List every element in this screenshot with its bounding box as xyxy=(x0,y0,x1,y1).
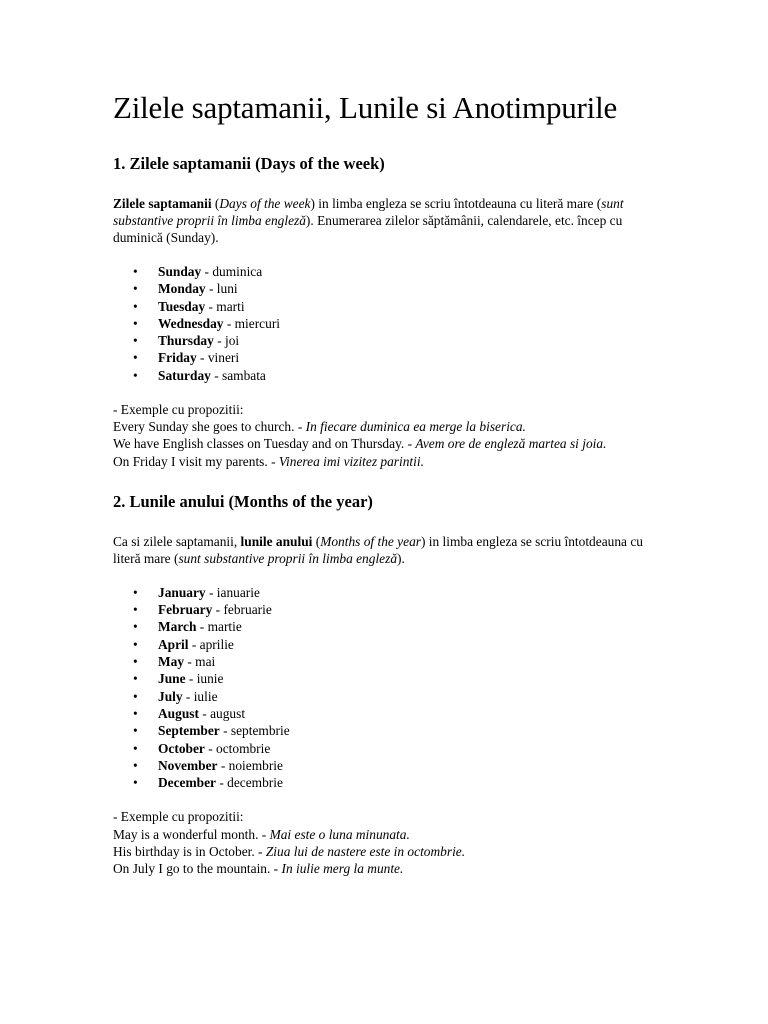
bullet-icon: • xyxy=(133,654,138,670)
example-sentence xyxy=(113,860,653,877)
intro-bold-term: Zilele saptamanii xyxy=(113,196,212,211)
item-romanian: - marti xyxy=(205,298,245,314)
item-english: September xyxy=(158,723,220,739)
months-list xyxy=(113,584,653,792)
intro-text: ( xyxy=(211,196,220,211)
section-heading-days: 1. Zilele saptamanii (Days of the week) xyxy=(113,154,385,173)
item-english: Tuesday xyxy=(158,298,206,314)
bullet-icon: • xyxy=(133,298,138,314)
days-list xyxy=(113,263,653,384)
intro-text: ) in limba engleza se scriu întotdeauna cu literă mare ( xyxy=(113,533,643,566)
item-romanian: - iulie xyxy=(182,688,218,704)
document-page xyxy=(113,90,653,899)
example-english: Every Sunday she goes to church. - xyxy=(113,419,306,435)
bullet-icon: • xyxy=(133,688,138,704)
bullet-icon: • xyxy=(133,619,138,635)
item-romanian: - duminica xyxy=(201,264,263,279)
item-english: March xyxy=(158,619,197,635)
intro-text: ). Enumerarea zilelor săptămânii, calendarele, etc. încep cu duminică (Sunday). xyxy=(113,213,623,245)
intro-text: ) in limba engleza se scriu întotdeauna cu literă mare ( xyxy=(310,196,602,211)
bullet-icon: • xyxy=(133,705,138,721)
item-romanian: - sambata xyxy=(210,367,266,383)
item-english: January xyxy=(158,584,206,600)
bullet-icon: • xyxy=(133,671,138,687)
example-sentence xyxy=(113,843,653,860)
list-item xyxy=(113,349,653,366)
intro-text: ). xyxy=(397,550,405,566)
list-item xyxy=(113,298,653,315)
list-item xyxy=(113,653,653,670)
section-heading-months: 2. Lunile anului (Months of the year) xyxy=(113,491,373,511)
list-item xyxy=(113,618,653,635)
bullet-icon: • xyxy=(133,775,138,791)
item-romanian: - septembrie xyxy=(219,723,290,739)
item-romanian: - luni xyxy=(205,281,238,297)
list-item xyxy=(113,367,653,384)
example-english: On Friday I visit my parents. - xyxy=(113,453,279,469)
example-english: We have English classes on Tuesday and on Thursday. - xyxy=(113,436,416,452)
item-english: Sunday xyxy=(158,264,202,279)
example-romanian: Mai este o luna minunata. xyxy=(269,826,410,842)
item-english: November xyxy=(158,757,218,773)
item-romanian: - joi xyxy=(213,333,240,349)
item-english: Monday xyxy=(158,281,206,297)
example-english: His birthday is in October. - xyxy=(113,843,266,859)
item-romanian: - decembrie xyxy=(216,775,283,791)
list-item xyxy=(113,688,653,705)
intro-italic-note: sunt substantive proprii în limba engleză xyxy=(178,550,398,566)
intro-italic-en: Months of the year xyxy=(320,533,421,549)
list-item xyxy=(113,705,653,722)
list-item xyxy=(113,636,653,653)
bullet-icon: • xyxy=(133,315,138,331)
item-romanian: - miercuri xyxy=(223,315,280,331)
example-romanian: In fiecare duminica ea merge la biserica. xyxy=(305,419,526,435)
item-romanian: - mai xyxy=(184,654,216,670)
list-item xyxy=(113,774,653,791)
list-item xyxy=(113,315,653,332)
bullet-icon: • xyxy=(133,281,138,297)
item-romanian: - martie xyxy=(196,619,242,635)
item-english: August xyxy=(158,705,199,721)
item-romanian: - noiembrie xyxy=(217,757,283,773)
list-item xyxy=(113,601,653,618)
examples-block-days xyxy=(113,401,653,470)
item-english: October xyxy=(158,740,205,756)
list-item xyxy=(113,740,653,757)
list-item xyxy=(113,584,653,601)
example-english: May is a wonderful month. - xyxy=(113,826,270,842)
item-romanian: - august xyxy=(198,705,246,721)
item-romanian: - februarie xyxy=(212,602,272,618)
example-sentence xyxy=(113,453,653,470)
bullet-icon: • xyxy=(133,602,138,618)
example-romanian: Avem ore de engleză martea si joia. xyxy=(415,436,607,452)
bullet-icon: • xyxy=(133,264,138,279)
bullet-icon: • xyxy=(133,740,138,756)
item-romanian: - vineri xyxy=(196,350,240,366)
example-sentence xyxy=(113,826,653,843)
intro-italic-note: sunt substantive proprii în limba engleză xyxy=(113,196,624,228)
example-romanian: Ziua lui de nastere este in octombrie. xyxy=(265,843,466,859)
item-romanian: - ianuarie xyxy=(205,584,260,600)
item-english: Saturday xyxy=(158,367,211,383)
item-english: Wednesday xyxy=(158,315,224,331)
list-item xyxy=(113,722,653,739)
item-romanian: - octombrie xyxy=(204,740,271,756)
item-english: June xyxy=(158,671,186,687)
list-item xyxy=(113,670,653,687)
list-item xyxy=(113,280,653,297)
example-romanian: Vinerea imi vizitez parintii. xyxy=(278,453,424,469)
bullet-icon: • xyxy=(133,723,138,739)
example-sentence xyxy=(113,435,653,452)
examples-block-months xyxy=(113,808,653,877)
examples-label: - Exemple cu propozitii: xyxy=(113,809,244,825)
bullet-icon: • xyxy=(133,584,138,600)
list-item xyxy=(113,263,653,280)
example-romanian: In iulie merg la munte. xyxy=(281,861,404,877)
item-english: April xyxy=(158,636,189,652)
intro-italic-en: Days of the week xyxy=(219,196,311,211)
section-intro-days xyxy=(113,195,653,246)
section-intro-months xyxy=(113,533,653,567)
list-item xyxy=(113,332,653,349)
item-english: December xyxy=(158,775,216,791)
item-romanian: - iunie xyxy=(185,671,224,687)
item-english: May xyxy=(158,654,185,670)
list-item xyxy=(113,757,653,774)
item-english: Thursday xyxy=(158,333,214,349)
example-english: On July I go to the mountain. - xyxy=(113,861,282,877)
intro-text: Ca si zilele saptamanii, xyxy=(113,533,241,549)
bullet-icon: • xyxy=(133,757,138,773)
bullet-icon: • xyxy=(133,636,138,652)
bullet-icon: • xyxy=(133,333,138,349)
item-romanian: - aprilie xyxy=(188,636,234,652)
item-english: Friday xyxy=(158,350,197,366)
example-sentence xyxy=(113,418,653,435)
bullet-icon: • xyxy=(133,367,138,383)
intro-text: ( xyxy=(312,533,321,549)
examples-label: - Exemple cu propozitii: xyxy=(113,402,244,418)
item-english: July xyxy=(158,688,183,704)
page-title: Zilele saptamanii, Lunile si Anotimpurile xyxy=(113,90,618,125)
bullet-icon: • xyxy=(133,350,138,366)
item-english: February xyxy=(158,602,213,618)
intro-bold-term: lunile anului xyxy=(240,533,313,549)
